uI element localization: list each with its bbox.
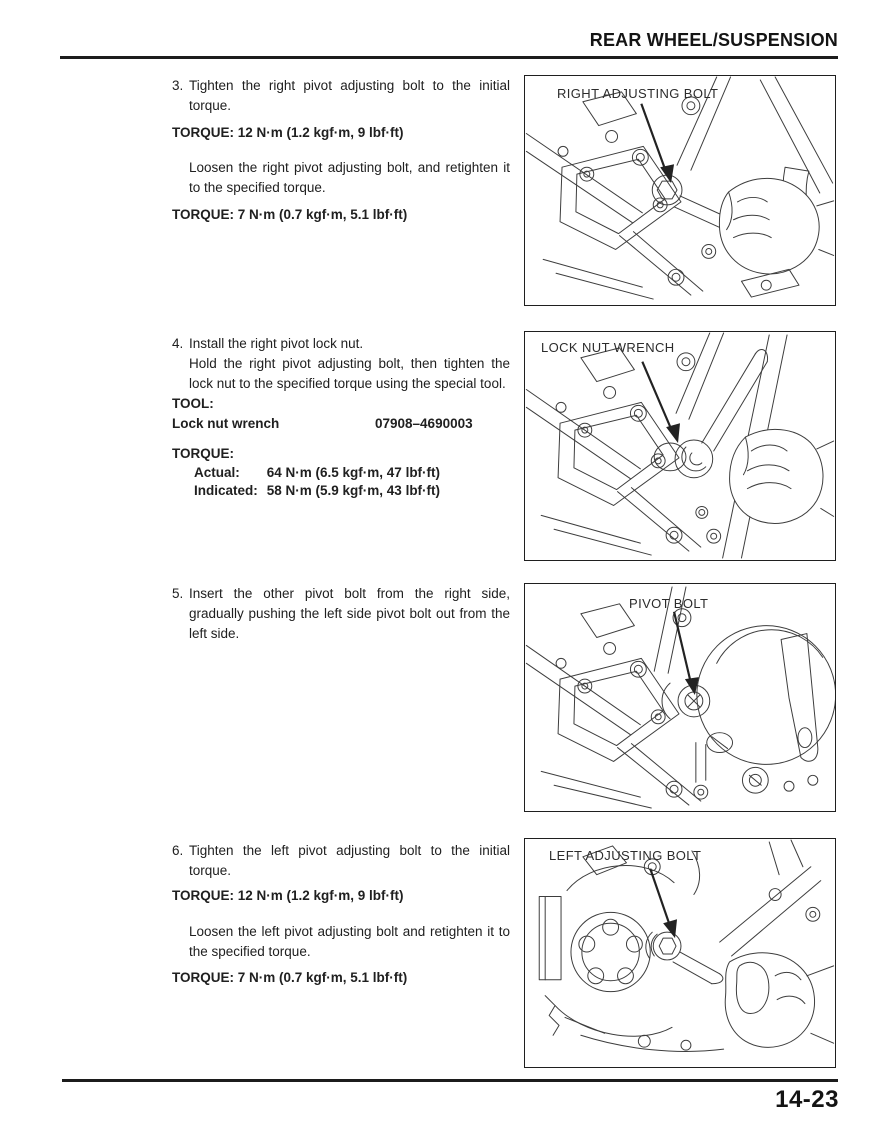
torque-row-actual <box>172 464 510 482</box>
step-3-number: 3. <box>172 78 184 93</box>
step-4 <box>172 334 510 500</box>
step-6-note: Loosen the left pivot adjusting bolt and retighten it to the specified torque. <box>189 924 510 959</box>
torque-heading: TORQUE: <box>172 446 235 461</box>
step-5-text: Insert the other pivot bolt from the right side, gradually pushing the left side pivot bolt out from the left side. <box>189 586 510 641</box>
step-3-instruction <box>172 76 510 116</box>
step-6-instruction <box>172 841 510 881</box>
step-4-number: 4. <box>172 336 184 351</box>
step-3-torque-final: TORQUE: 7 N·m (0.7 kgf·m, 5.1 lbf·ft) <box>172 207 408 222</box>
pivot-bolt-illustration <box>525 584 835 811</box>
figure-left-adjusting-bolt <box>524 838 836 1068</box>
tool-heading: TOOL: <box>172 396 214 411</box>
left-adjusting-bolt-illustration <box>525 839 835 1067</box>
step-5 <box>172 584 510 644</box>
step-4-instruction2: Hold the right pivot adjusting bolt, then tighten the lock nut to the specified torque using the special tool. <box>189 356 510 391</box>
right-adjusting-bolt-illustration <box>525 76 835 305</box>
step-6-torque-final: TORQUE: 7 N·m (0.7 kgf·m, 5.1 lbf·ft) <box>172 970 408 985</box>
step-3-torque-initial: TORQUE: 12 N·m (1.2 kgf·m, 9 lbf·ft) <box>172 125 404 140</box>
figure-1-label: RIGHT ADJUSTING BOLT <box>557 86 719 101</box>
torque-row-indicated-value: 58 N·m (5.9 kgf·m, 43 lbf·ft) <box>266 483 441 498</box>
step-3 <box>172 76 510 225</box>
figure-3-label: PIVOT BOLT <box>629 596 709 611</box>
page-number: 14-23 <box>775 1086 839 1113</box>
footer-rule <box>62 1079 838 1082</box>
tool-number: 07908–4690003 <box>375 416 473 431</box>
callout-arrow <box>674 612 699 695</box>
figure-right-adjusting-bolt <box>524 75 836 306</box>
torque-row-indicated <box>172 482 510 500</box>
step-3-note: Loosen the right pivot adjusting bolt, and retighten it to the specified torque. <box>189 160 510 195</box>
figure-2-label: LOCK NUT WRENCH <box>541 340 675 355</box>
torque-row-indicated-label: Indicated: <box>194 483 258 498</box>
page-header-title: REAR WHEEL/SUSPENSION <box>589 30 838 50</box>
tool-row <box>172 414 510 434</box>
step-3-text: Tighten the right pivot adjusting bolt to the initial torque. <box>189 78 510 113</box>
step-4-text: Install the right pivot lock nut. <box>189 336 364 351</box>
step-6-number: 6. <box>172 843 184 858</box>
header-rule <box>60 56 838 59</box>
callout-arrow <box>650 869 677 938</box>
step-4-instruction <box>172 334 510 354</box>
torque-row-actual-label: Actual: <box>194 465 240 480</box>
figure-pivot-bolt <box>524 583 836 812</box>
torque-row-actual-value: 64 N·m (6.5 kgf·m, 47 lbf·ft) <box>266 465 441 480</box>
step-6 <box>172 841 510 988</box>
step-5-instruction <box>172 584 510 644</box>
figure-lock-nut-wrench <box>524 331 836 561</box>
step-5-number: 5. <box>172 586 184 601</box>
figure-4-label: LEFT ADJUSTING BOLT <box>549 848 702 863</box>
step-6-torque-initial: TORQUE: 12 N·m (1.2 kgf·m, 9 lbf·ft) <box>172 888 404 903</box>
step-6-text: Tighten the left pivot adjusting bolt to the initial torque. <box>189 843 510 878</box>
tool-name: Lock nut wrench <box>172 416 280 431</box>
lock-nut-wrench-illustration <box>525 332 835 560</box>
